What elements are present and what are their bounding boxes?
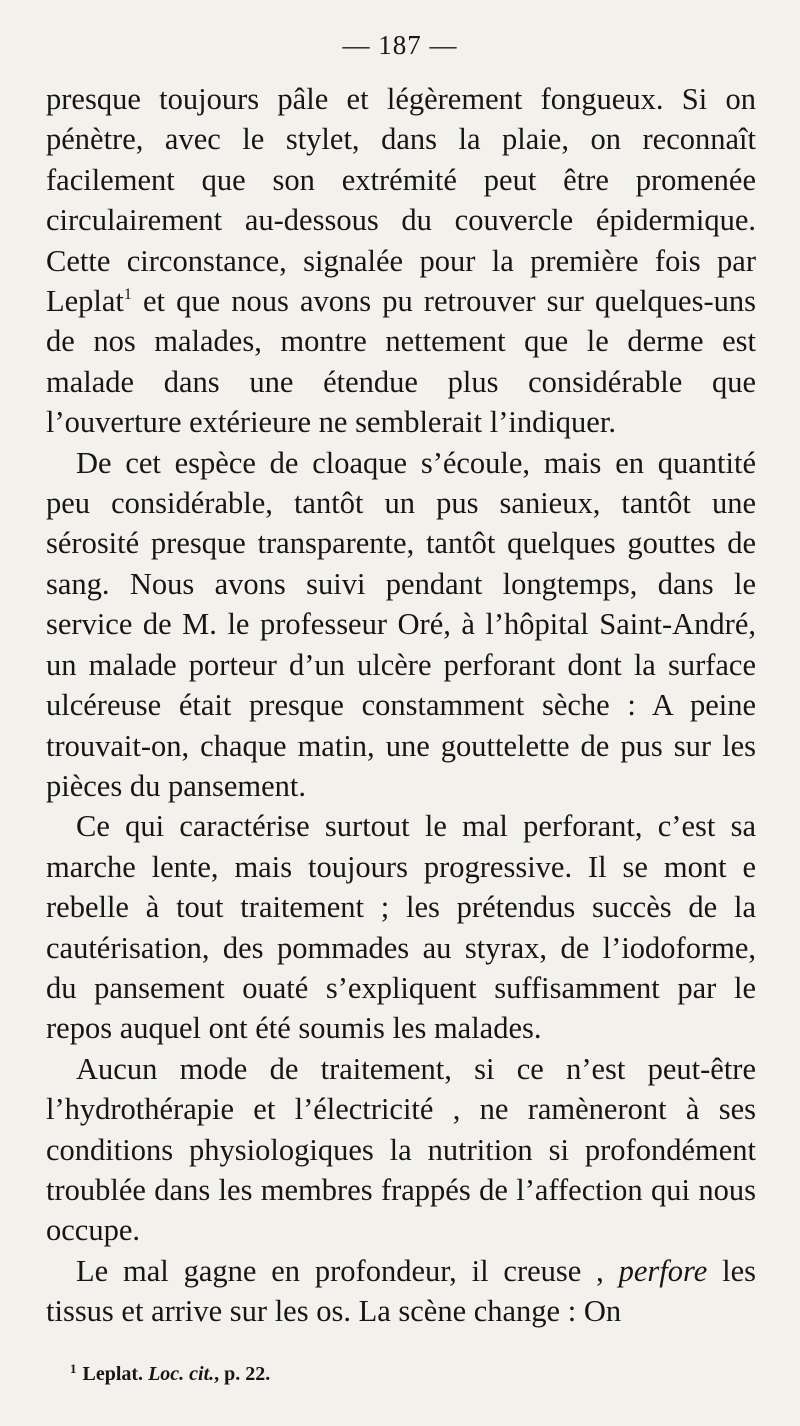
footnote-reference-italic: Loc. cit. [148,1363,215,1385]
paragraph-2: De cet espèce de cloaque s’écoule, mais en quantité peu considérable, tantôt un pus sanieux, tantôt une sérosité presque transparente, tantôt quelques gouttes de sang. Nous avons suivi pendant longtemps, dans le service de M. le professeur Oré, à l’hôpital Saint-André, un malade porteur d’un ulcère perforant dont la surface ulcéreuse était presque constamment sèche : A peine trouvait-on, chaque matin, une gouttelette de pus sur les pièces du pansement. [46,445,756,803]
footnote-reference: 1 [123,286,132,304]
paragraph-1-text-b: et que nous avons pu retrouver sur quelques-uns de nos malades, montre nettement que le derme est malade dans une étendue plus considérable que l’ouverture extérieure ne semblerait l’indiquer. [46,284,756,440]
paragraph-3: Ce qui caractérise surtout le mal perforant, c’est sa marche lente, mais toujours progressive. Il se mont e rebelle à tout traitement ; les prétendus succès de la cautérisation, des pommades au styrax, de l’iodoforme, du pansement ouaté s’expliquent suffisamment par le repos auquel ont été soumis les malades. [46,809,756,1046]
paragraph-4: Aucun mode de traitement, si ce n’est peut-être l’hydrothérapie et l’électricité , ne ramèneront à ses conditions physiologiques la nutrition si profondément troublée dans les membres frappés de l’affection qui nous occupe. [46,1051,756,1248]
body-text [46,79,756,1332]
footnote-marker: 1 [70,1361,77,1376]
paragraph-5 [46,1251,756,1332]
footnote-page: , p. 22. [214,1363,271,1385]
footnote-author: Leplat. [82,1363,144,1385]
paragraph-5-text-a: Le mal gagne en profondeur, il creuse , [76,1253,619,1288]
paragraph-1 [46,79,756,443]
page-number: — 187 — [342,30,458,60]
paragraph-5-italic: perfore [618,1253,708,1288]
paragraph-5-text-b: les tissus et arrive sur les os. La scène change : On [46,1253,757,1329]
paragraph-1-text-a: presque toujours pâle et légèrement fongueux. Si on pénètre, avec le stylet, dans la plaie, on reconnaît facilement que son extrémité peut être promenée circulairement au-dessous du couvercle épidermique. Cette circonstance, signalée pour la première fois par Leplat [46,82,756,319]
footnote [70,1362,760,1386]
